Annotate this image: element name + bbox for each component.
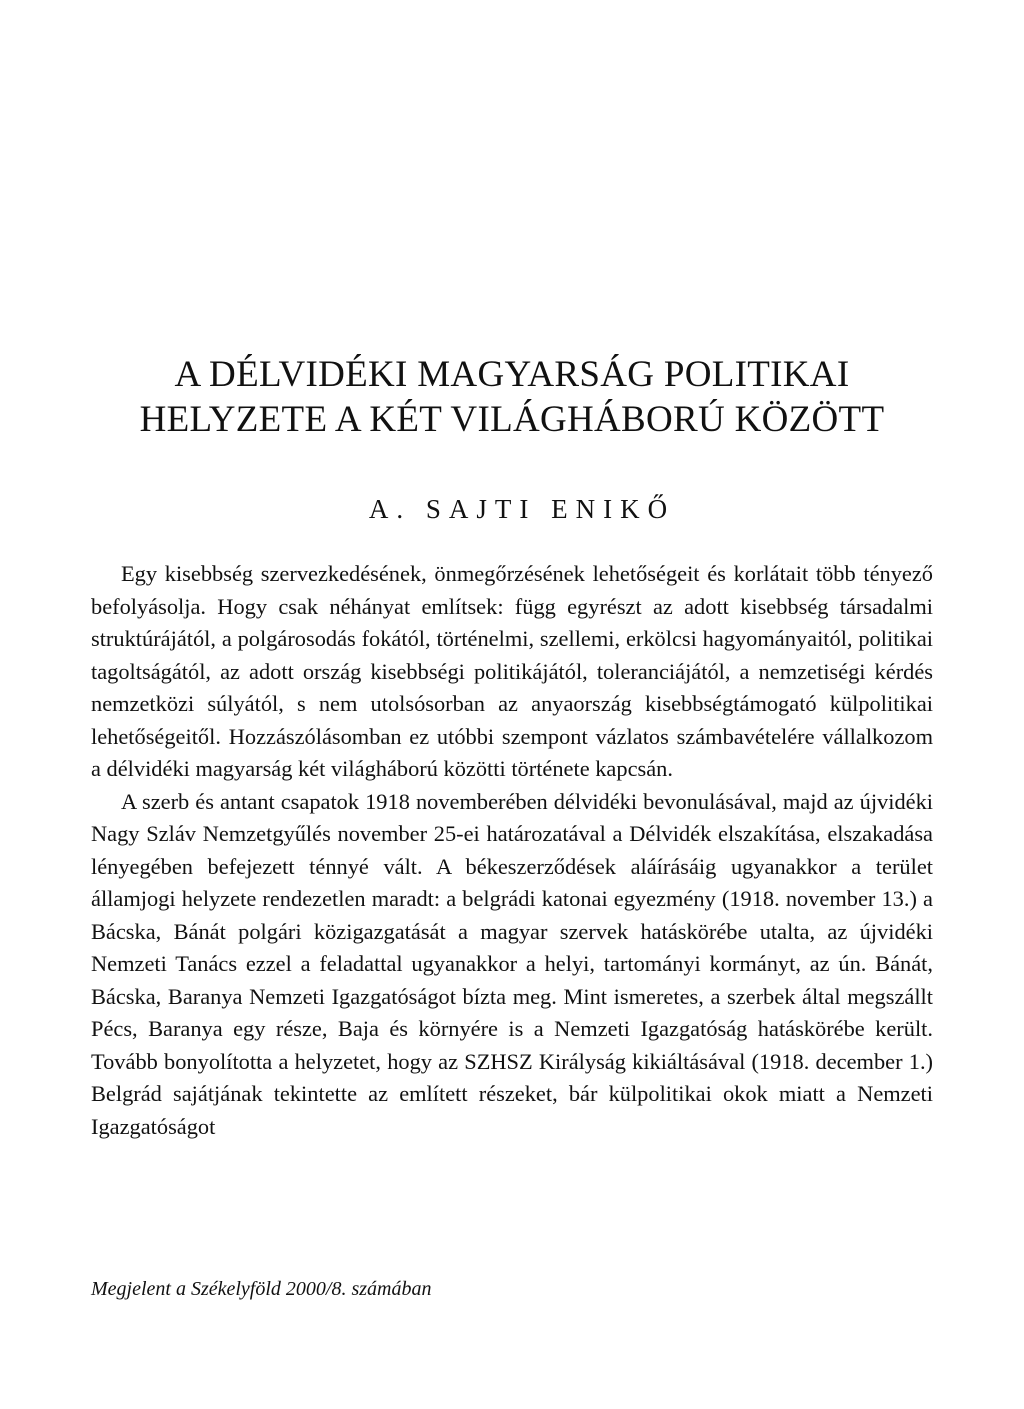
publication-footnote: Megjelent a Székelyföld 2000/8. számában (91, 1278, 432, 1300)
article-title-line-1: A DÉLVIDÉKI MAGYARSÁG POLITIKAI (174, 354, 850, 395)
paragraph-1: Egy kisebbség szervezkedésének, önmegőrzésének lehetőségeit és korlátait több tényező befolyásolja. Hogy csak néhányat említsek: függ egyrészt az adott kisebbség társadalmi struktúrájától, a polgárosodás fokától, történelmi, szellemi, erkölcsi hagyományaitól, politikai tagoltságától, az adott ország kisebbségi politikájától, toleranciájától, a nemzetiségi kérdés nemzetközi súlyától, s nem utolsósorban az anyaország kisebbségtámogató külpolitikai lehetőségeitől. Hozzászólásomban ez utóbbi szempont vázlatos számbavételére vállalkozom a délvidéki magyarság két világháború közötti története kapcsán. (91, 561, 933, 781)
article-body (91, 558, 933, 1143)
article-title-line-2: HELYZETE A KÉT VILÁGHÁBORÚ KÖZÖTT (139, 399, 885, 440)
article-title (60, 352, 964, 442)
article-author: A. SAJTI ENIKŐ (368, 494, 676, 524)
paragraph-2: A szerb és antant csapatok 1918 novemberében délvidéki bevonulásával, majd az újvidéki Nagy Szláv Nemzetgyűlés november 25-ei határozatával a Délvidék elszakítása, elszakadása lényegében befejezett ténnyé vált. A békeszerződések aláírásáig ugyanakkor a terület államjogi helyzete rendezetlen maradt: a belgrádi katonai egyezmény (1918. november 13.) a Bácska, Bánát polgári közigazgatását a magyar szervek hatáskörébe utalta, az újvidéki Nemzeti Tanács ezzel a feladattal ugyanakkor a helyi, tartományi kormányt, az ún. Bánát, Bácska, Baranya Nemzeti Igazgatóságot bízta meg. Mint ismeretes, a szerbek által megszállt Pécs, Baranya egy része, Baja és környére is a Nemzeti Igazgatóság hatáskörébe került. Tovább bonyolította a helyzetet, hogy az SZHSZ Királyság kikiáltásával (1918. december 1.) Belgrád sajátjának tekintette az említett részeket, bár külpolitikai okok miatt a Nemzeti Igazgatóságot (91, 788, 933, 1139)
